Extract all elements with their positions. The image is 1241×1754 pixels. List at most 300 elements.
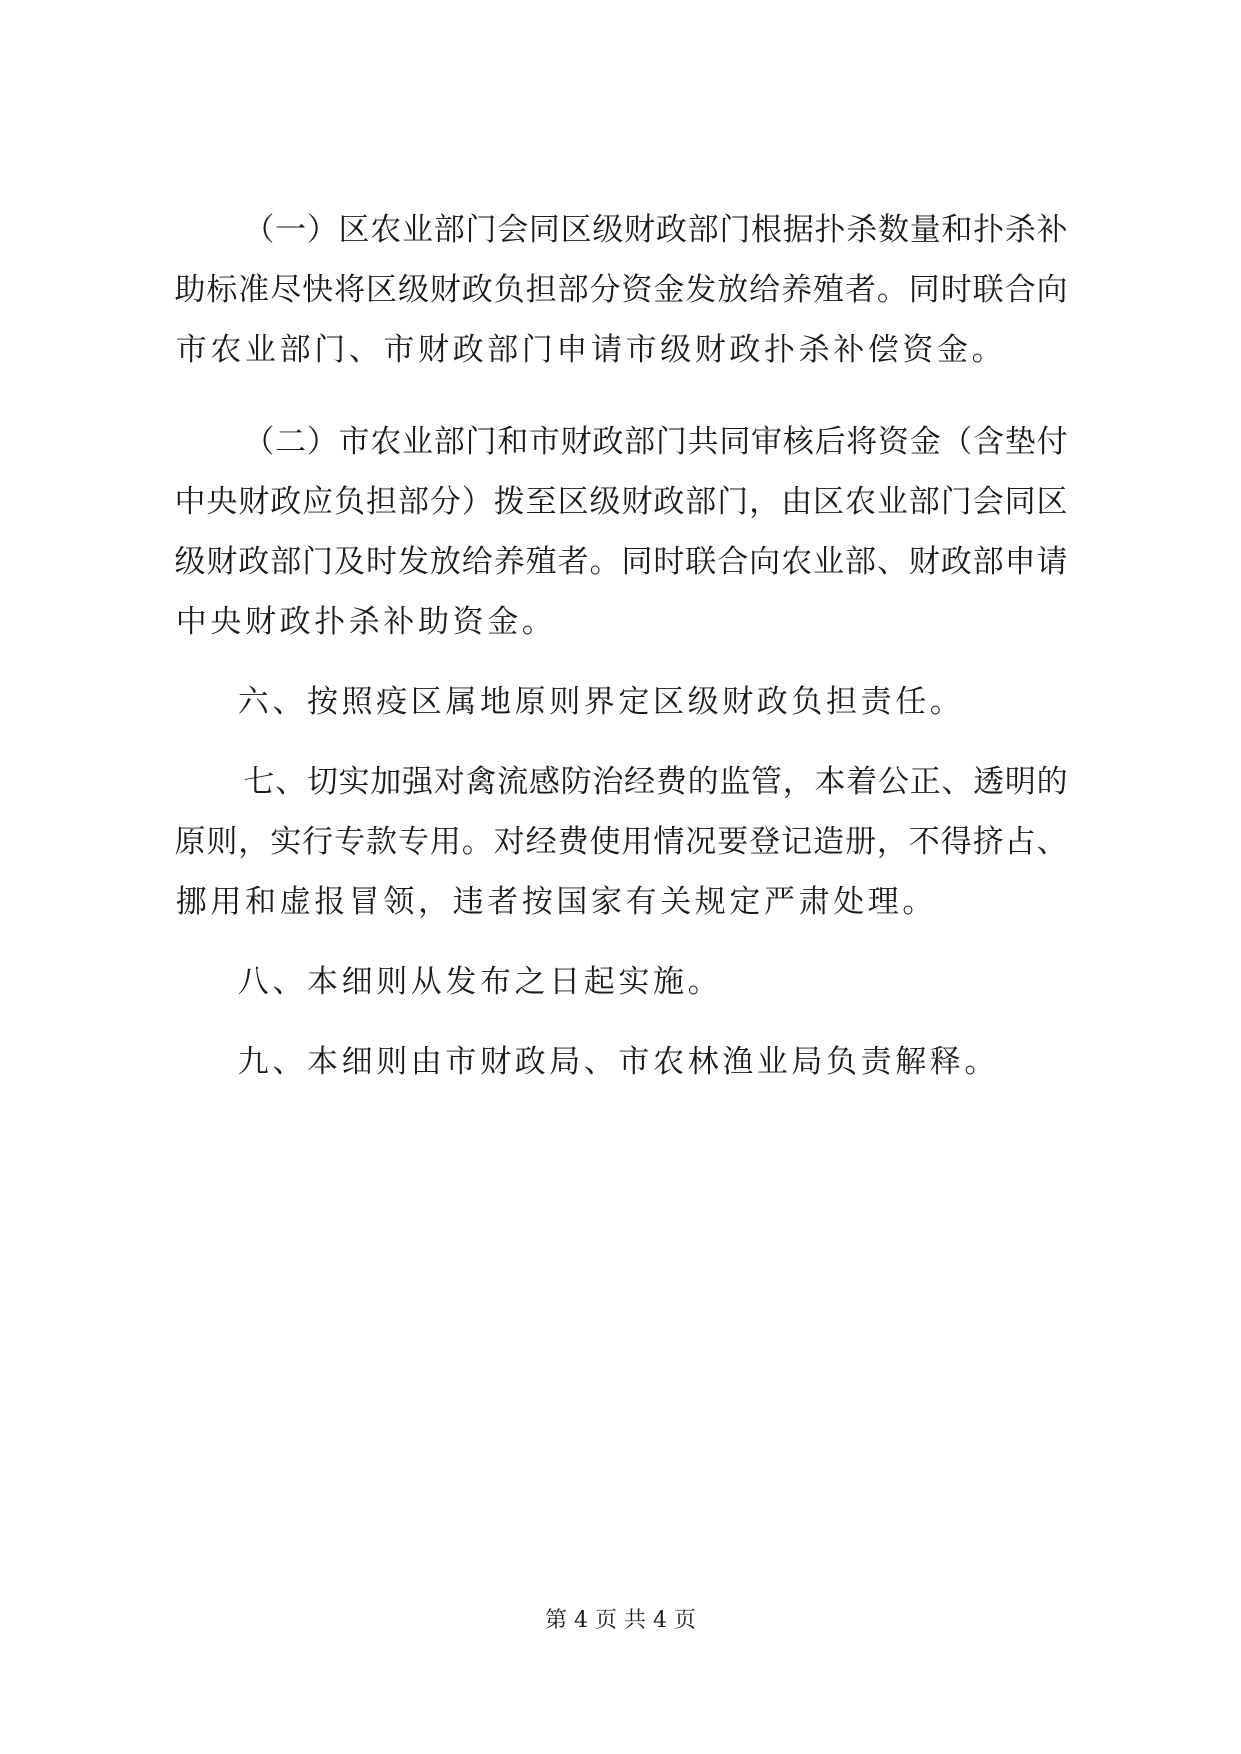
body-char: 业 bbox=[244, 332, 276, 368]
body-char: 及 bbox=[334, 544, 366, 580]
body-char: 将 bbox=[846, 424, 878, 460]
body-char: 监 bbox=[719, 764, 751, 800]
body-char: 门 bbox=[465, 212, 497, 248]
body-char: 杀 bbox=[348, 604, 380, 640]
body-char: 二 bbox=[275, 424, 307, 460]
body-char: 政 bbox=[940, 544, 972, 580]
body-char: 则 bbox=[376, 964, 408, 1000]
body-char: 费 bbox=[557, 824, 589, 860]
body-char: 之 bbox=[514, 964, 546, 1000]
body-char: 占 bbox=[1004, 824, 1036, 860]
body-char: 量 bbox=[909, 212, 941, 248]
body-char: 政 bbox=[655, 212, 687, 248]
body-char: 八 bbox=[237, 964, 269, 1000]
body-char: 准 bbox=[238, 272, 270, 308]
body-char: 。 bbox=[589, 544, 621, 580]
body-char: 同 bbox=[528, 212, 560, 248]
body-char: 农 bbox=[370, 212, 402, 248]
body-char: 给 bbox=[461, 544, 493, 580]
body-char: 发 bbox=[397, 544, 429, 580]
body-char: 虚 bbox=[279, 884, 311, 920]
body-char: 防 bbox=[560, 764, 592, 800]
page-footer: 第 4 页 共 4 页 bbox=[545, 1608, 696, 1633]
body-char: 肃 bbox=[798, 884, 830, 920]
body-char: 记 bbox=[781, 824, 813, 860]
body-char: 尽 bbox=[270, 272, 302, 308]
body-char: 地 bbox=[479, 684, 511, 720]
body-char: 级 bbox=[687, 684, 719, 720]
body-char: （ bbox=[941, 424, 973, 460]
body-char: 时 bbox=[366, 544, 398, 580]
body-char: 处 bbox=[833, 884, 865, 920]
body-char: 门 bbox=[465, 424, 497, 460]
body-char: 解 bbox=[895, 1044, 927, 1080]
body-char: 向 bbox=[1036, 272, 1068, 308]
body-char: 冒 bbox=[348, 884, 380, 920]
body-char: 门 bbox=[717, 484, 749, 520]
body-char: 根 bbox=[751, 212, 783, 248]
body-line bbox=[0, 602, 1241, 642]
body-line bbox=[0, 962, 1241, 1002]
body-char: 本 bbox=[306, 1044, 338, 1080]
body-char: 政 bbox=[756, 684, 788, 720]
body-char: 得 bbox=[940, 824, 972, 860]
body-char: 含 bbox=[973, 424, 1005, 460]
body-char: 报 bbox=[314, 884, 346, 920]
body-char: 扑 bbox=[973, 212, 1005, 248]
body-char: 政 bbox=[270, 484, 302, 520]
body-char: 资 bbox=[902, 332, 934, 368]
body-char: 的 bbox=[1036, 764, 1068, 800]
body-char: 后 bbox=[814, 424, 846, 460]
body-char: 治 bbox=[592, 764, 624, 800]
body-char: 区 bbox=[652, 684, 684, 720]
body-char: 级 bbox=[592, 212, 624, 248]
body-char: 据 bbox=[782, 212, 814, 248]
body-char: 定 bbox=[618, 684, 650, 720]
body-char: 门 bbox=[521, 332, 553, 368]
body-line bbox=[0, 330, 1241, 370]
body-char: 、 bbox=[275, 764, 307, 800]
body-char: 。 bbox=[902, 884, 934, 920]
body-char: 级 bbox=[589, 484, 621, 520]
body-char: 中 bbox=[175, 604, 207, 640]
body-char: 门 bbox=[655, 424, 687, 460]
body-char: 部 bbox=[685, 484, 717, 520]
body-char: 款 bbox=[366, 824, 398, 860]
body-char: 管 bbox=[751, 764, 783, 800]
body-char: 、 bbox=[348, 332, 380, 368]
body-char: 加 bbox=[370, 764, 402, 800]
body-char: 部 bbox=[433, 212, 465, 248]
body-char: 、 bbox=[941, 764, 973, 800]
body-char: 区 bbox=[557, 484, 589, 520]
body-char: 市 bbox=[175, 332, 207, 368]
body-char: 政 bbox=[592, 424, 624, 460]
body-char: 负 bbox=[791, 684, 823, 720]
body-char: 市 bbox=[625, 332, 657, 368]
body-char: 费 bbox=[655, 764, 687, 800]
body-char: 金 bbox=[653, 272, 685, 308]
body-char: 感 bbox=[528, 764, 560, 800]
body-char: 业 bbox=[402, 424, 433, 460]
body-char: 、 bbox=[272, 684, 304, 720]
body-char: 林 bbox=[687, 1044, 719, 1080]
body-char: 按 bbox=[521, 884, 553, 920]
body-char: 补 bbox=[383, 604, 415, 640]
body-char: 部 bbox=[687, 212, 719, 248]
body-char: 部 bbox=[433, 424, 465, 460]
body-char: 从 bbox=[410, 964, 442, 1000]
body-char: 业 bbox=[876, 484, 908, 520]
body-char: 请 bbox=[590, 332, 622, 368]
body-char: 请 bbox=[1036, 544, 1068, 580]
body-char: 合 bbox=[1004, 272, 1036, 308]
body-char: 政 bbox=[653, 484, 685, 520]
body-char: 担 bbox=[525, 272, 557, 308]
body-char: 会 bbox=[497, 212, 529, 248]
body-char: 市 bbox=[528, 424, 560, 460]
body-char: 渔 bbox=[722, 1044, 754, 1080]
body-char: 。 bbox=[876, 272, 908, 308]
body-char: 审 bbox=[751, 424, 783, 460]
body-char: 、 bbox=[583, 1044, 615, 1080]
body-char: 属 bbox=[445, 684, 477, 720]
body-char: 严 bbox=[763, 884, 795, 920]
body-char: 将 bbox=[334, 272, 366, 308]
body-char: 关 bbox=[660, 884, 692, 920]
body-char: 市 bbox=[445, 1044, 477, 1080]
body-char: 部 bbox=[557, 272, 589, 308]
body-char: 放 bbox=[429, 544, 461, 580]
body-char: 财 bbox=[624, 212, 656, 248]
body-char: 市 bbox=[618, 1044, 650, 1080]
body-char: 用 bbox=[429, 824, 461, 860]
body-char: 有 bbox=[625, 884, 657, 920]
body-char: 透 bbox=[973, 764, 1005, 800]
body-char: 财 bbox=[238, 484, 270, 520]
body-char: 部 bbox=[844, 544, 876, 580]
body-char: 局 bbox=[791, 1044, 823, 1080]
body-char: 。 bbox=[971, 332, 1003, 368]
body-char: 养 bbox=[781, 272, 813, 308]
body-char: 挪 bbox=[175, 884, 207, 920]
body-char: 政 bbox=[514, 1044, 546, 1080]
body-char: 财 bbox=[417, 332, 449, 368]
body-char: 发 bbox=[445, 964, 477, 1000]
body-char: 。 bbox=[687, 964, 719, 1000]
body-char: 农 bbox=[370, 424, 402, 460]
body-char: 正 bbox=[909, 764, 941, 800]
body-line bbox=[0, 762, 1241, 802]
body-char: ， bbox=[876, 824, 908, 860]
body-char: 放 bbox=[717, 272, 749, 308]
body-char: 释 bbox=[929, 1044, 961, 1080]
body-char: 农 bbox=[781, 544, 813, 580]
body-char: 业 bbox=[813, 544, 845, 580]
body-char: 负 bbox=[493, 272, 525, 308]
body-char: 核 bbox=[782, 424, 814, 460]
body-line bbox=[0, 822, 1241, 862]
body-char: 数 bbox=[877, 212, 909, 248]
body-char: 同 bbox=[908, 272, 940, 308]
body-char: 同 bbox=[719, 424, 751, 460]
body-char: 补 bbox=[1036, 212, 1068, 248]
body-char: 、 bbox=[1036, 824, 1068, 860]
body-char: 农 bbox=[844, 484, 876, 520]
body-char: 合 bbox=[717, 544, 749, 580]
body-char: 定 bbox=[729, 884, 761, 920]
body-char: 联 bbox=[685, 544, 717, 580]
body-char: 财 bbox=[206, 544, 238, 580]
body-char: 政 bbox=[279, 604, 311, 640]
body-char: 用 bbox=[210, 884, 242, 920]
body-char: 细 bbox=[341, 1044, 373, 1080]
body-char: 明 bbox=[1004, 764, 1036, 800]
body-char: 公 bbox=[877, 764, 909, 800]
body-char: 九 bbox=[237, 1044, 269, 1080]
body-char: ， bbox=[238, 824, 270, 860]
body-char: 申 bbox=[1004, 544, 1036, 580]
body-char: 市 bbox=[383, 332, 415, 368]
body-char: 者 bbox=[557, 544, 589, 580]
body-char: 杀 bbox=[798, 332, 830, 368]
body-char: 政 bbox=[729, 332, 761, 368]
body-line bbox=[0, 482, 1241, 522]
body-char: 金 bbox=[936, 332, 968, 368]
body-char: 经 bbox=[525, 824, 557, 860]
body-char: 央 bbox=[210, 604, 242, 640]
body-char: 登 bbox=[749, 824, 781, 860]
body-char: ， bbox=[782, 764, 814, 800]
body-char: 实 bbox=[618, 964, 650, 1000]
body-line bbox=[0, 542, 1241, 582]
body-char: ） bbox=[306, 424, 338, 460]
body-char: 原 bbox=[514, 684, 546, 720]
body-char: 殖 bbox=[525, 544, 557, 580]
body-char: 应 bbox=[302, 484, 334, 520]
body-char: 切 bbox=[306, 764, 338, 800]
body-line bbox=[0, 682, 1241, 722]
body-char: 政 bbox=[238, 544, 270, 580]
body-char: 共 bbox=[687, 424, 719, 460]
body-char: 资 bbox=[877, 424, 909, 460]
body-char: 政 bbox=[461, 272, 493, 308]
body-char: 发 bbox=[685, 272, 717, 308]
body-char: 金 bbox=[909, 424, 941, 460]
body-char: 着 bbox=[846, 764, 878, 800]
body-char: 。 bbox=[461, 824, 493, 860]
body-char: 助 bbox=[174, 272, 206, 308]
body-char: 部 bbox=[279, 332, 311, 368]
body-line bbox=[0, 210, 1241, 250]
body-char: 级 bbox=[174, 544, 206, 580]
body-char: 门 bbox=[719, 212, 751, 248]
body-char: 日 bbox=[549, 964, 581, 1000]
body-char: ） bbox=[461, 484, 493, 520]
body-char: 农 bbox=[652, 1044, 684, 1080]
body-char: 资 bbox=[621, 272, 653, 308]
body-char: 界 bbox=[583, 684, 615, 720]
body-char: 区 bbox=[338, 212, 370, 248]
body-char: 理 bbox=[867, 884, 899, 920]
body-char: 责 bbox=[860, 1044, 892, 1080]
body-char: 责 bbox=[860, 684, 892, 720]
body-char: 央 bbox=[206, 484, 238, 520]
body-char: 局 bbox=[549, 1044, 581, 1080]
body-char: 扑 bbox=[314, 604, 346, 640]
body-char: 不 bbox=[908, 824, 940, 860]
body-char: 区 bbox=[813, 484, 845, 520]
body-char: 部 bbox=[397, 484, 429, 520]
body-char: 养 bbox=[493, 544, 525, 580]
body-char: 财 bbox=[244, 604, 276, 640]
body-char: ） bbox=[306, 212, 338, 248]
body-char: 国 bbox=[556, 884, 588, 920]
body-char: 财 bbox=[621, 484, 653, 520]
body-char: 本 bbox=[814, 764, 846, 800]
body-char: 金 bbox=[487, 604, 519, 640]
body-char: 政 bbox=[452, 332, 484, 368]
body-char: 负 bbox=[334, 484, 366, 520]
body-char: 财 bbox=[479, 1044, 511, 1080]
body-char: 市 bbox=[338, 424, 370, 460]
body-char: 时 bbox=[940, 272, 972, 308]
body-char: 财 bbox=[722, 684, 754, 720]
body-line bbox=[0, 422, 1241, 462]
body-char: 和 bbox=[941, 212, 973, 248]
body-char: 部 bbox=[487, 332, 519, 368]
body-char: 强 bbox=[402, 764, 433, 800]
body-char: 、 bbox=[272, 1044, 304, 1080]
body-char: 拨 bbox=[493, 484, 525, 520]
body-line bbox=[0, 1042, 1241, 1082]
body-char: 担 bbox=[825, 684, 857, 720]
body-char: 则 bbox=[376, 1044, 408, 1080]
body-char: 造 bbox=[813, 824, 845, 860]
body-char: 者 bbox=[487, 884, 519, 920]
body-char: 照 bbox=[341, 684, 373, 720]
body-char: 疫 bbox=[376, 684, 408, 720]
body-char: 细 bbox=[341, 964, 373, 1000]
body-char: 向 bbox=[749, 544, 781, 580]
body-char: 流 bbox=[497, 764, 529, 800]
body-char: 一 bbox=[275, 212, 307, 248]
body-char: 资 bbox=[452, 604, 484, 640]
body-char: 和 bbox=[497, 424, 529, 460]
body-char: 对 bbox=[433, 764, 465, 800]
body-char: 、 bbox=[876, 544, 908, 580]
body-char: 联 bbox=[972, 272, 1004, 308]
body-char: 则 bbox=[549, 684, 581, 720]
body-char: 起 bbox=[583, 964, 615, 1000]
body-char: 同 bbox=[621, 544, 653, 580]
body-char: 财 bbox=[694, 332, 726, 368]
body-char: 领 bbox=[383, 884, 415, 920]
body-char: 区 bbox=[1036, 484, 1068, 520]
body-char: 业 bbox=[402, 212, 433, 248]
body-char: 部 bbox=[270, 544, 302, 580]
body-char: 负 bbox=[825, 1044, 857, 1080]
body-char: 财 bbox=[908, 544, 940, 580]
body-char: 况 bbox=[685, 824, 717, 860]
body-char: 扑 bbox=[763, 332, 795, 368]
body-char: 使 bbox=[589, 824, 621, 860]
body-char: 时 bbox=[653, 544, 685, 580]
body-char: 区 bbox=[560, 212, 592, 248]
body-char: 。 bbox=[929, 684, 961, 720]
body-char: 级 bbox=[397, 272, 429, 308]
body-char: 标 bbox=[206, 272, 238, 308]
body-char: 区 bbox=[410, 684, 442, 720]
body-char: 殖 bbox=[813, 272, 845, 308]
body-char: 任 bbox=[895, 684, 927, 720]
body-char: ， bbox=[417, 884, 449, 920]
body-char: 册 bbox=[844, 824, 876, 860]
body-char: 中 bbox=[174, 484, 206, 520]
body-char: 对 bbox=[493, 824, 525, 860]
body-char: 、 bbox=[272, 964, 304, 1000]
body-char: 至 bbox=[525, 484, 557, 520]
body-char: 由 bbox=[410, 1044, 442, 1080]
body-char: （ bbox=[243, 424, 275, 460]
body-char: 。 bbox=[964, 1044, 996, 1080]
body-char: 杀 bbox=[846, 212, 878, 248]
body-char: 门 bbox=[314, 332, 346, 368]
body-line bbox=[0, 882, 1241, 922]
body-line bbox=[0, 270, 1241, 310]
body-char: 担 bbox=[366, 484, 398, 520]
body-char: 级 bbox=[660, 332, 692, 368]
body-char: 则 bbox=[206, 824, 238, 860]
body-char: 经 bbox=[624, 764, 656, 800]
body-char: 本 bbox=[306, 964, 338, 1000]
body-char: 扑 bbox=[814, 212, 846, 248]
body-char: 杀 bbox=[1004, 212, 1036, 248]
body-char: 专 bbox=[397, 824, 429, 860]
body-char: 同 bbox=[1004, 484, 1036, 520]
body-char: 补 bbox=[833, 332, 865, 368]
body-char: 垫 bbox=[1004, 424, 1036, 460]
body-char: 门 bbox=[302, 544, 334, 580]
body-char: 六 bbox=[237, 684, 269, 720]
body-char: 财 bbox=[429, 272, 461, 308]
body-char: 助 bbox=[417, 604, 449, 640]
body-char: 业 bbox=[756, 1044, 788, 1080]
body-char: 部 bbox=[624, 424, 656, 460]
body-char: 门 bbox=[940, 484, 972, 520]
body-char: 禽 bbox=[465, 764, 497, 800]
body-char: （ bbox=[243, 212, 275, 248]
body-char: 规 bbox=[694, 884, 726, 920]
body-char: 分 bbox=[589, 272, 621, 308]
body-char: 七 bbox=[243, 764, 275, 800]
body-char: 实 bbox=[270, 824, 302, 860]
body-char: 付 bbox=[1036, 424, 1068, 460]
body-char: 用 bbox=[621, 824, 653, 860]
body-char: 部 bbox=[908, 484, 940, 520]
body-char: 偿 bbox=[867, 332, 899, 368]
body-char: 由 bbox=[781, 484, 813, 520]
body-char: 施 bbox=[652, 964, 684, 1000]
body-char: 区 bbox=[366, 272, 398, 308]
body-char: 和 bbox=[244, 884, 276, 920]
body-char: 分 bbox=[429, 484, 461, 520]
body-char: 实 bbox=[338, 764, 370, 800]
body-char: 专 bbox=[334, 824, 366, 860]
body-char: ， bbox=[749, 484, 781, 520]
body-char: 挤 bbox=[972, 824, 1004, 860]
